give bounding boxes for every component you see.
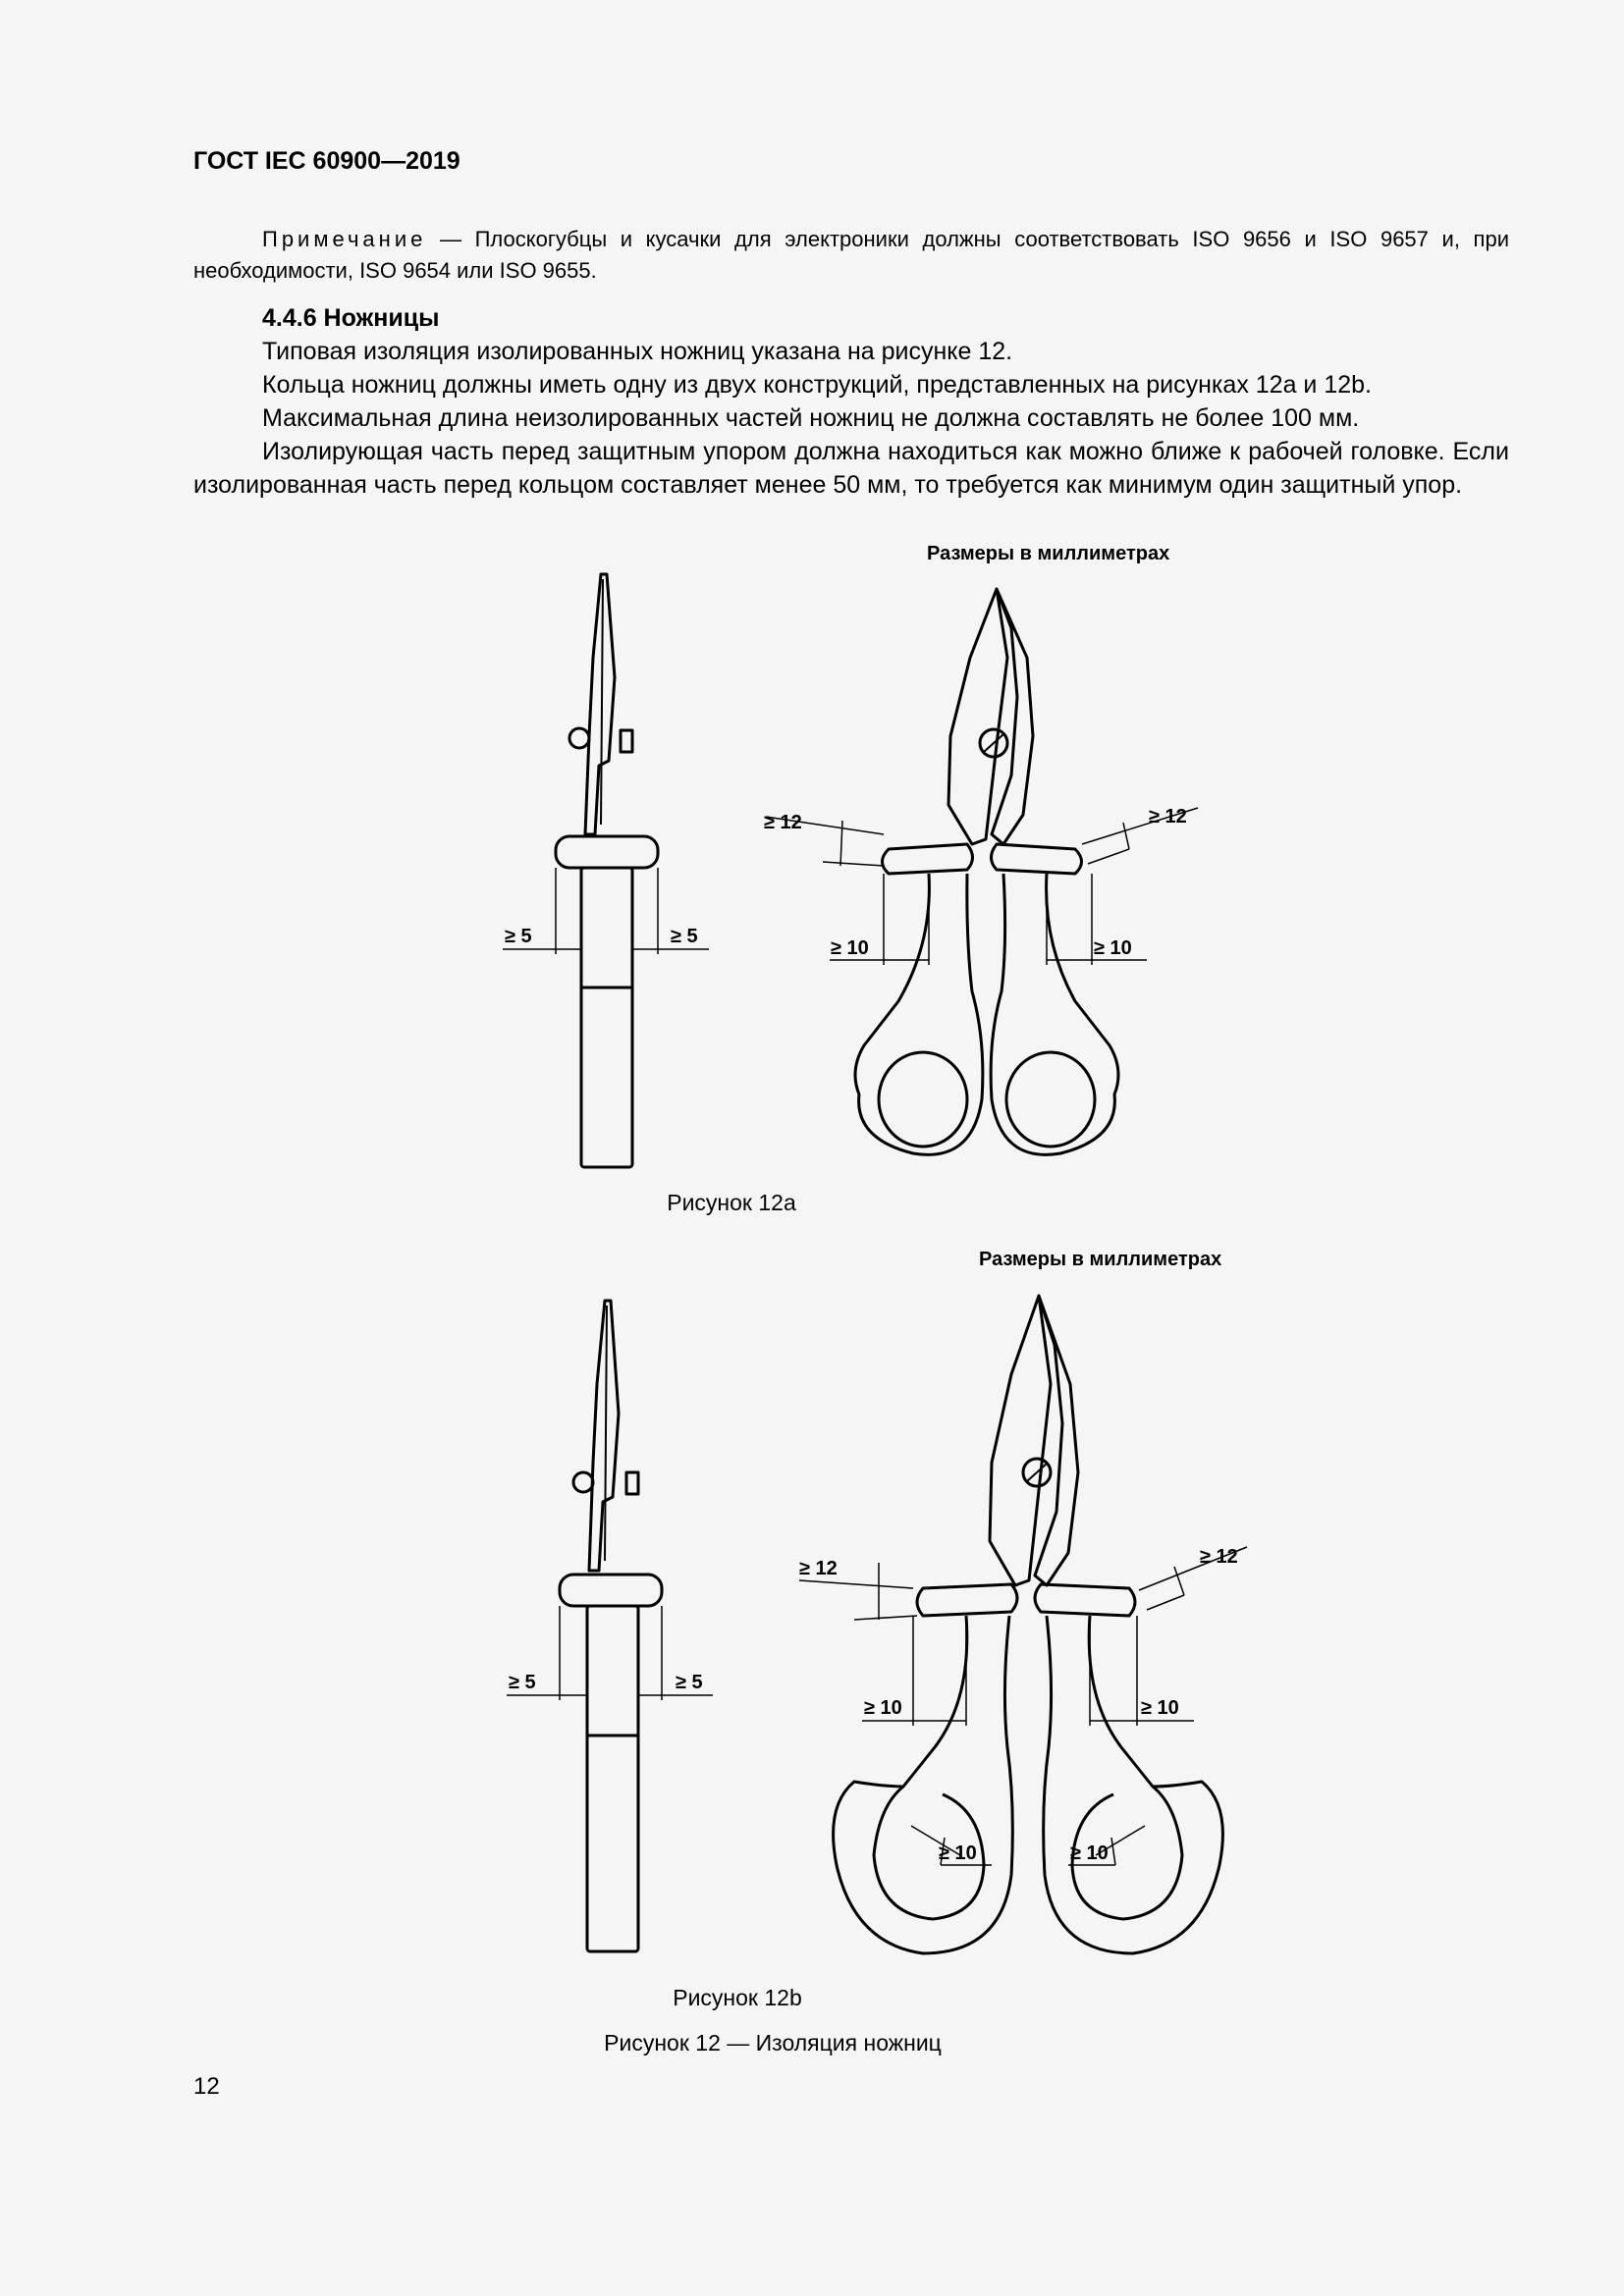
dim-line xyxy=(823,862,884,866)
front-pivot-slot xyxy=(984,734,1003,752)
front-pivot-slot xyxy=(1027,1464,1047,1481)
caption-12a: Рисунок 12a xyxy=(667,1190,796,1215)
dim-label: ≥ 10 xyxy=(1141,1697,1179,1719)
page-number: 12 xyxy=(193,2073,220,2100)
front-handle-right xyxy=(1044,1616,1223,1953)
dim-label: ≥ 12 xyxy=(1200,1546,1238,1568)
dim-label: ≥ 12 xyxy=(799,1558,838,1579)
dim-label: ≥ 10 xyxy=(1070,1842,1109,1864)
front-stop-right xyxy=(1035,1584,1135,1616)
dim-label: ≥ 5 xyxy=(509,1672,536,1693)
dim-line xyxy=(1088,849,1129,864)
dim-label: ≥ 5 xyxy=(671,926,698,947)
units-label-b: Размеры в миллиметрах xyxy=(979,1249,1222,1270)
units-label-a: Размеры в миллиметрах xyxy=(927,543,1170,564)
section-heading: 4.4.6 Ножницы xyxy=(262,304,440,332)
note-text: — Плоскогубцы и кусачки для электроники должны соответствовать ISO 9656 и ISO 9657 и, при необходимости, ISO 9654 или ISO 9655. xyxy=(193,227,1509,283)
side-pivot-screw xyxy=(573,1472,593,1492)
side-blade-centerline xyxy=(601,579,603,825)
dim-line xyxy=(1147,1595,1184,1610)
dim-label: ≥ 5 xyxy=(676,1672,703,1693)
page-header: ГОСТ IEC 60900—2019 xyxy=(193,147,460,175)
dim-line xyxy=(1123,823,1129,849)
dim-label: ≥ 10 xyxy=(831,937,869,959)
front-handle-right xyxy=(991,874,1118,1154)
front-stop-left xyxy=(917,1584,1017,1616)
dim-label: ≥ 12 xyxy=(764,812,802,833)
side-blade-centerline xyxy=(605,1306,607,1561)
side-guard xyxy=(560,1575,662,1606)
note xyxy=(193,224,1509,287)
front-blade-left xyxy=(990,1296,1051,1585)
note-label: Примечание xyxy=(262,227,427,251)
paragraph: Максимальная длина неизолированных частей ножниц не должна составлять не более 100 мм. xyxy=(262,404,1360,432)
dim-label: ≥ 10 xyxy=(1094,937,1132,959)
dim-label: ≥ 10 xyxy=(939,1842,977,1864)
side-pivot-nut xyxy=(626,1472,638,1494)
side-blade xyxy=(585,574,615,834)
dim-label: ≥ 12 xyxy=(1149,806,1187,828)
paragraph: Типовая изоляция изолированных ножниц указана на рисунке 12. xyxy=(262,338,1013,365)
dim-label: ≥ 10 xyxy=(864,1697,902,1719)
side-pivot-nut xyxy=(621,730,632,752)
front-blade-right xyxy=(992,589,1033,844)
caption-12b: Рисунок 12b xyxy=(673,1985,802,2010)
paragraph: Кольца ножниц должны иметь одну из двух конструкций, представленных на рисунках 12a и 12b. xyxy=(262,371,1372,399)
front-ring-left xyxy=(879,1052,967,1147)
figure-12b-drawing xyxy=(0,1276,1624,1983)
paragraph: Изолирующая часть перед защитным упором должна находиться как можно ближе к рабочей головке. Если изолированная часть перед кольцом составляет менее 50 мм, то требуется как минимум один защитный упор. xyxy=(193,438,1509,499)
front-handle-left xyxy=(834,1616,1013,1953)
front-stop-left xyxy=(883,844,973,874)
side-guard xyxy=(556,836,658,868)
figure-12a-drawing xyxy=(0,550,1624,1198)
section-body xyxy=(193,301,1509,502)
dim-label: ≥ 5 xyxy=(505,926,532,947)
dim-line xyxy=(1111,1838,1115,1865)
front-blade-right xyxy=(1035,1296,1078,1585)
side-handle xyxy=(587,1606,638,1951)
dim-line xyxy=(854,1616,917,1620)
side-blade xyxy=(589,1301,619,1571)
side-handle xyxy=(581,868,632,1167)
front-stop-right xyxy=(992,844,1082,874)
dim-line xyxy=(799,1580,913,1588)
side-pivot-screw xyxy=(569,728,589,748)
front-ring-right xyxy=(1006,1052,1095,1147)
figure-caption: Рисунок 12 — Изоляция ножниц xyxy=(604,2030,942,2056)
dim-line xyxy=(1174,1567,1184,1595)
front-handle-left xyxy=(855,874,983,1154)
front-blade-left xyxy=(948,589,1007,844)
